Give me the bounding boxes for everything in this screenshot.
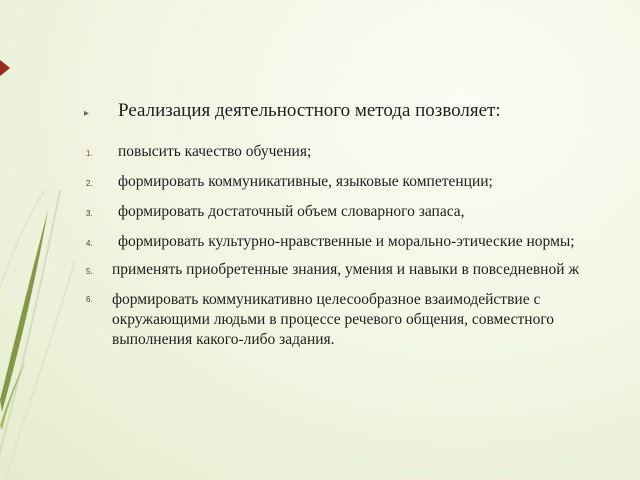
list-item-text: применять приобретенные знания, умения и навыки в повседневной ж: [112, 261, 580, 278]
list-item: [86, 142, 311, 162]
list-item: [86, 202, 465, 222]
list-number: 4.: [86, 239, 93, 248]
lead-text: Реализация деятельностного метода позволяет:: [118, 100, 501, 121]
list-item: [86, 232, 575, 252]
list-number: 3.: [86, 209, 93, 218]
list-item: [86, 172, 493, 192]
list-number: 1.: [86, 149, 93, 158]
list-item-text: формировать культурно-нравственные и морально-этические нормы;: [118, 233, 575, 250]
list-item: [86, 260, 640, 280]
arrow-bullet-icon: ▸: [84, 108, 90, 119]
list-item-text: формировать коммуникативные, языковые компетенции;: [118, 173, 493, 190]
list-number: 2.: [86, 179, 93, 188]
list-item-text: формировать достаточный объем словарного запаса,: [118, 203, 465, 220]
list-item-text: формировать коммуникативно целесообразное взаимодействие с окружающими людьми в процессе речевого общения, совместного выполнения какого-либо задания.: [112, 291, 555, 348]
list-number: 6.: [86, 295, 93, 304]
list-item: [86, 290, 622, 350]
list-number: 5.: [86, 267, 93, 276]
list-item-text: повысить качество обучения;: [118, 143, 312, 160]
lead-paragraph: [84, 100, 501, 122]
